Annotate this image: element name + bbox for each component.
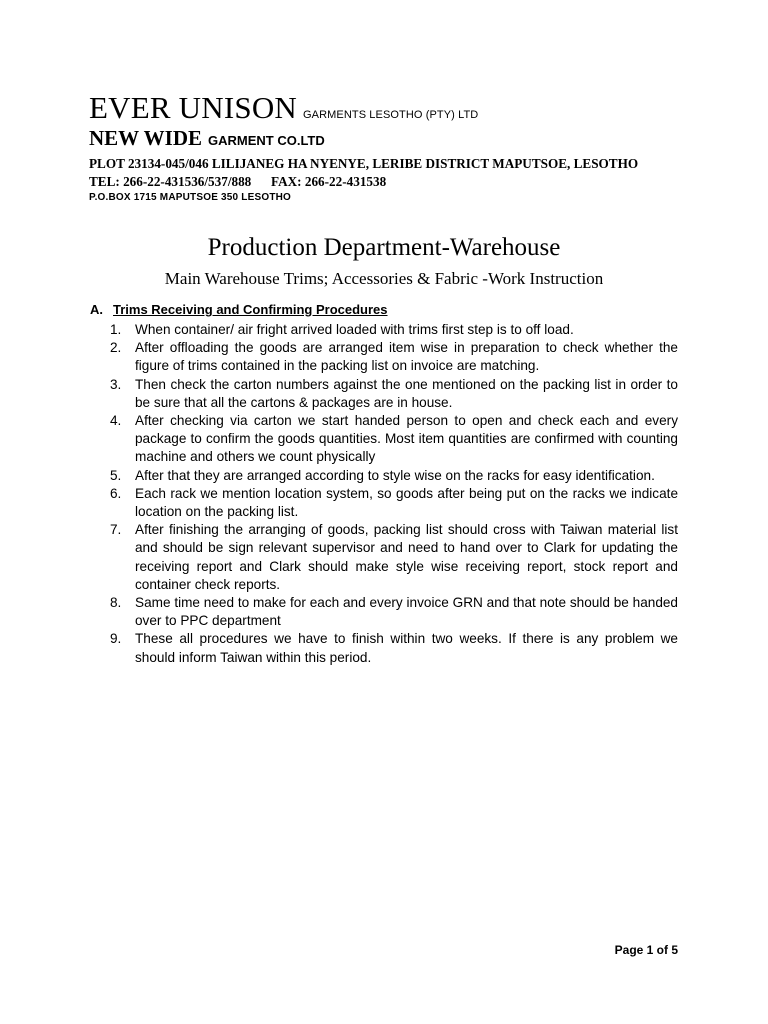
document-subtitle: Main Warehouse Trims; Accessories & Fabric -Work Instruction bbox=[164, 269, 604, 288]
list-item bbox=[110, 412, 678, 467]
step-text: Same time need to make for each and every invoice GRN and that note should be handed over to PPC department bbox=[135, 595, 678, 629]
company-sub-name-line bbox=[89, 128, 325, 149]
list-item bbox=[110, 594, 678, 630]
company-sub-suffix: GARMENT CO.LTD bbox=[208, 133, 325, 148]
step-text: When container/ air fright arrived loaded with trims first step is to off load. bbox=[135, 322, 574, 337]
list-item bbox=[110, 485, 678, 521]
company-address: PLOT 23134-045/046 LILIJANEG HA NYENYE, LERIBE DISTRICT MAPUTSOE, LESOTHO bbox=[89, 156, 639, 171]
company-sub-name: NEW WIDE bbox=[89, 126, 203, 150]
document-title: Production Department-Warehouse bbox=[207, 234, 561, 261]
step-number: 9. bbox=[110, 631, 122, 647]
company-name-line bbox=[89, 92, 478, 123]
list-item bbox=[110, 339, 678, 375]
step-number: 2. bbox=[110, 340, 122, 356]
step-text: After finishing the arranging of goods, packing list should cross with Taiwan material list and should be sign relevant supervisor and need to hand over to Clark for updating the receiving report and Clark should make style wise receiving report, stock report and container check reports. bbox=[135, 522, 678, 592]
list-item bbox=[110, 521, 678, 594]
step-number: 7. bbox=[110, 522, 122, 538]
step-number: 6. bbox=[110, 485, 122, 501]
step-number: 5. bbox=[110, 467, 122, 483]
list-item bbox=[110, 467, 678, 485]
company-main-suffix: GARMENTS LESOTHO (PTY) LTD bbox=[303, 109, 479, 121]
list-item bbox=[110, 321, 678, 339]
section-letter: A. bbox=[90, 302, 103, 317]
procedure-steps-list bbox=[110, 321, 678, 667]
step-text: Then check the carton numbers against the one mentioned on the packing list in order to be sure that all the cartons & packages are in house. bbox=[135, 376, 678, 410]
step-number: 1. bbox=[110, 322, 122, 337]
page-number: Page 1 of 5 bbox=[614, 943, 678, 957]
list-item bbox=[110, 630, 678, 666]
company-po-box: P.O.BOX 1715 MAPUTSOE 350 LESOTHO bbox=[89, 192, 292, 203]
step-number: 8. bbox=[110, 595, 122, 611]
list-item bbox=[110, 376, 678, 412]
step-number: 3. bbox=[110, 376, 122, 392]
step-text: Each rack we mention location system, so goods after being put on the racks we indicate location on the packing list. bbox=[135, 485, 678, 520]
step-text: After checking via carton we start handed person to open and check each and every package to confirm the goods quantities. Most item quantities are confirmed with counting machine and others we count physically bbox=[135, 413, 678, 465]
step-number: 4. bbox=[110, 413, 122, 429]
step-text: After offloading the goods are arranged item wise in preparation to check whether the figure of trims contained in the packing list on invoice are matching. bbox=[135, 340, 678, 374]
step-text: These all procedures we have to finish within two weeks. If there is any problem we should inform Taiwan within this period. bbox=[135, 631, 678, 665]
company-main-name: EVER UNISON bbox=[89, 90, 297, 125]
section-heading bbox=[90, 303, 690, 316]
section-title: Trims Receiving and Confirming Procedures bbox=[113, 302, 388, 317]
step-text: After that they are arranged according to style wise on the racks for easy identification. bbox=[135, 467, 655, 483]
company-phone-fax: TEL: 266-22-431536/537/888 FAX: 266-22-431538 bbox=[89, 174, 387, 189]
